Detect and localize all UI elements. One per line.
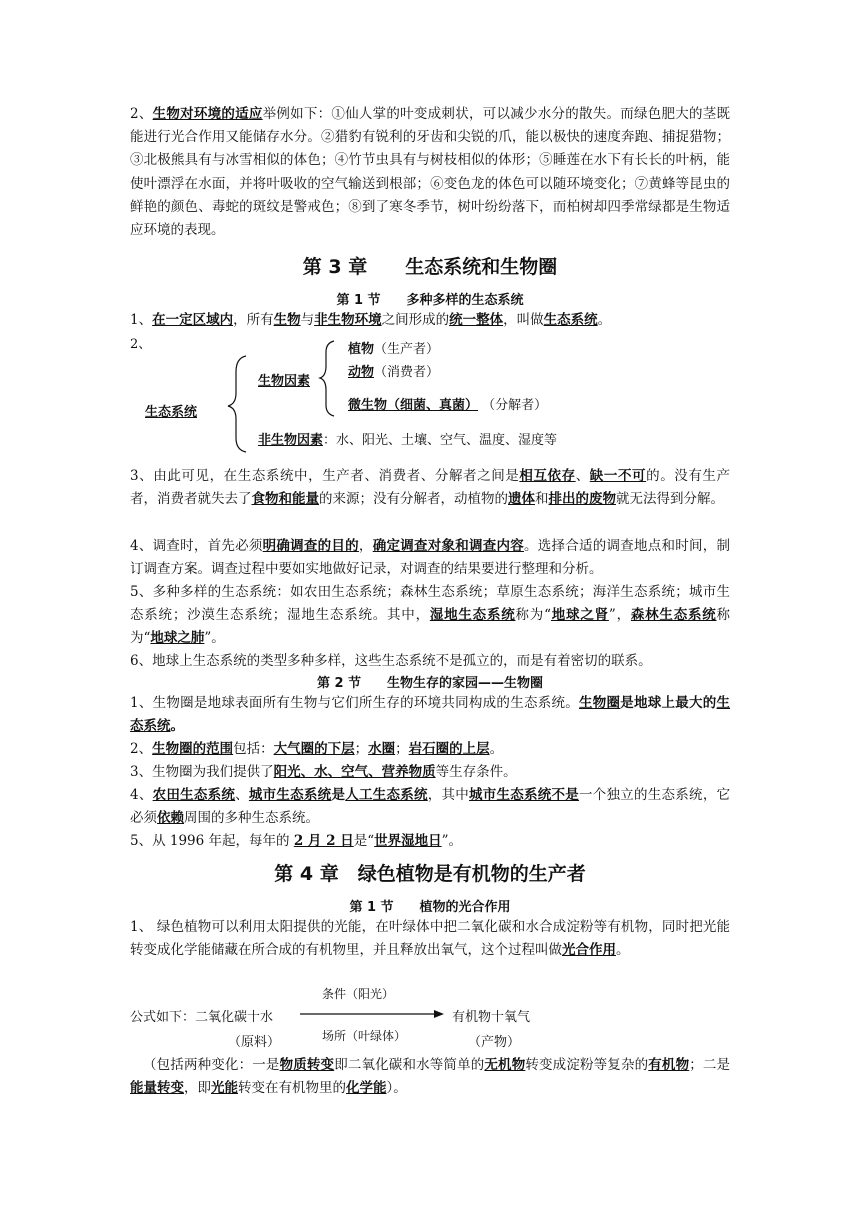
paragraph-3-2-3: 3、生物圈为我们提供了阳光、水、空气、营养物质等生存条件。 (130, 764, 517, 780)
formula-reactants: 公式如下：二氧化碳十水 (130, 1010, 274, 1025)
paragraph-adaptation: 2、生物对环境的适应举例如下：①仙人掌的叶变成刺状，可以减少水分的散失。而绿色肥大的茎既能进行光合作用又能储存水分。②猎豹有锐利的牙齿和尖锐的爪，能以极快的速度奔跑、捕捉猎物；③北极熊具有与冰雪相似的体色；④竹节虫具有与树枝相似的体形；⑤睡莲在水下有长长的叶柄，能使叶漂浮在水面，并将叶吸收的空气输送到根部；⑥变色龙的体色可以随环境变化；⑦黄蜂等昆虫的鲜艳的颜色、毒蛇的斑纹是警戒色；⑧到了寒冬季节，树叶纷纷落下，而柏树却四季常绿都是生物适应环境的表现。 (130, 106, 731, 239)
formula-products: 有机物十氧气 (452, 1010, 531, 1025)
paragraph-3-1-3: 3、由此可见，在生态系统中，生产者、消费者、分解者之间是相互依存、缺一不可的。没有生产者，消费者就失去了食物和能量的来源；没有分解者，动植物的遗体和排出的废物就无法得到分解。 (130, 468, 731, 508)
diagram-microbe: 微生物（细菌、真菌） （分解者） (348, 398, 548, 413)
diagram-root-ecosystem: 生态系统 (145, 405, 198, 420)
paragraph-3-2-1: 1、生物圈是地球表面所有生物与它们所生存的环境共同构成的生态系统。生物圈是地球上最大的生态系统。 (130, 695, 731, 735)
formula-place: 场所（叶绿体） (322, 1029, 407, 1043)
paragraph-3-2-4: 4、农田生态系统、城市生态系统是人工生态系统，其中城市生态系统不是一个独立的生态系统，它必须依赖周围的多种生态系统。 (130, 787, 731, 827)
diagram-animal: 动物（消费者） (348, 365, 440, 380)
paragraph-4-1-1: 1、 绿色植物可以利用太阳提供的光能，在叶绿体中把二氧化碳和水合成淀粉等有机物，同时把光能转变成化学能储藏在所合成的有机物里，并且释放出氧气，这个过程叫做光合作用。 (130, 919, 730, 959)
formula-condition: 条件（阳光） (322, 987, 395, 1001)
diagram-number: 2、 (130, 337, 152, 352)
paragraph-4-1-2: （包括两种变化：一是物质转变即二氧化碳和水等简单的无机物转变成淀粉等复杂的有机物；二是能量转变，即光能转变在有机物里的化学能）。 (130, 1057, 731, 1097)
diagram-plant: 植物（生产者） (348, 342, 440, 357)
formula-product-label: （产物） (468, 1035, 521, 1050)
chapter-3-title: 第 3 章 生态系统和生物圈 (302, 256, 558, 278)
chapter-4-title: 第 4 章 绿色植物是有机物的生产者 (274, 863, 586, 885)
paragraph-3-1-5: 5、多种多样的生态系统：如农田生态系统；森林生态系统；草原生态系统；海洋生态系统；城市生态系统；沙漠生态系统；湿地生态系统。其中，湿地生态系统称为“地球之肾”，森林生态系统称为“地球之肺”。 (130, 584, 731, 647)
section-3-1-title: 第 1 节 多种多样的生态系统 (336, 293, 524, 308)
paragraph-3-1-4: 4、调查时，首先必须明确调查的目的，确定调查对象和调查内容。选择合适的调查地点和时间，制订调查方案。调查过程中要如实地做好记录，对调查的结果要进行整理和分析。 (130, 538, 731, 578)
keyword: 生物对环境的适应 (152, 106, 263, 122)
section-4-1-title: 第 1 节 植物的光合作用 (349, 900, 511, 915)
section-3-2-title: 第 2 节 生物生存的家园——生物圈 (316, 676, 544, 691)
paragraph-3-2-5: 5、从 1996 年起，每年的 2 月 2 日是“世界湿地日”。 (130, 833, 463, 849)
formula-raw-label: （原料） (228, 1035, 281, 1050)
diagram-abiotic: 非生物因素：水、阳光、土壤、空气、温度、湿度等 (258, 433, 558, 448)
paragraph-3-2-2: 2、生物圈的范围包括：大气圈的下层；水圈；岩石圈的上层。 (130, 741, 504, 757)
paragraph-3-1-6: 6、地球上生态系统的类型多种多样，这些生态系统不是孤立的，而是有着密切的联系。 (130, 653, 652, 669)
paragraph-3-1-1: 1、在一定区域内，所有生物与非生物环境之间形成的统一整体，叫做生态系统。 (130, 312, 612, 328)
diagram-bio-factors: 生物因素 (258, 374, 311, 389)
